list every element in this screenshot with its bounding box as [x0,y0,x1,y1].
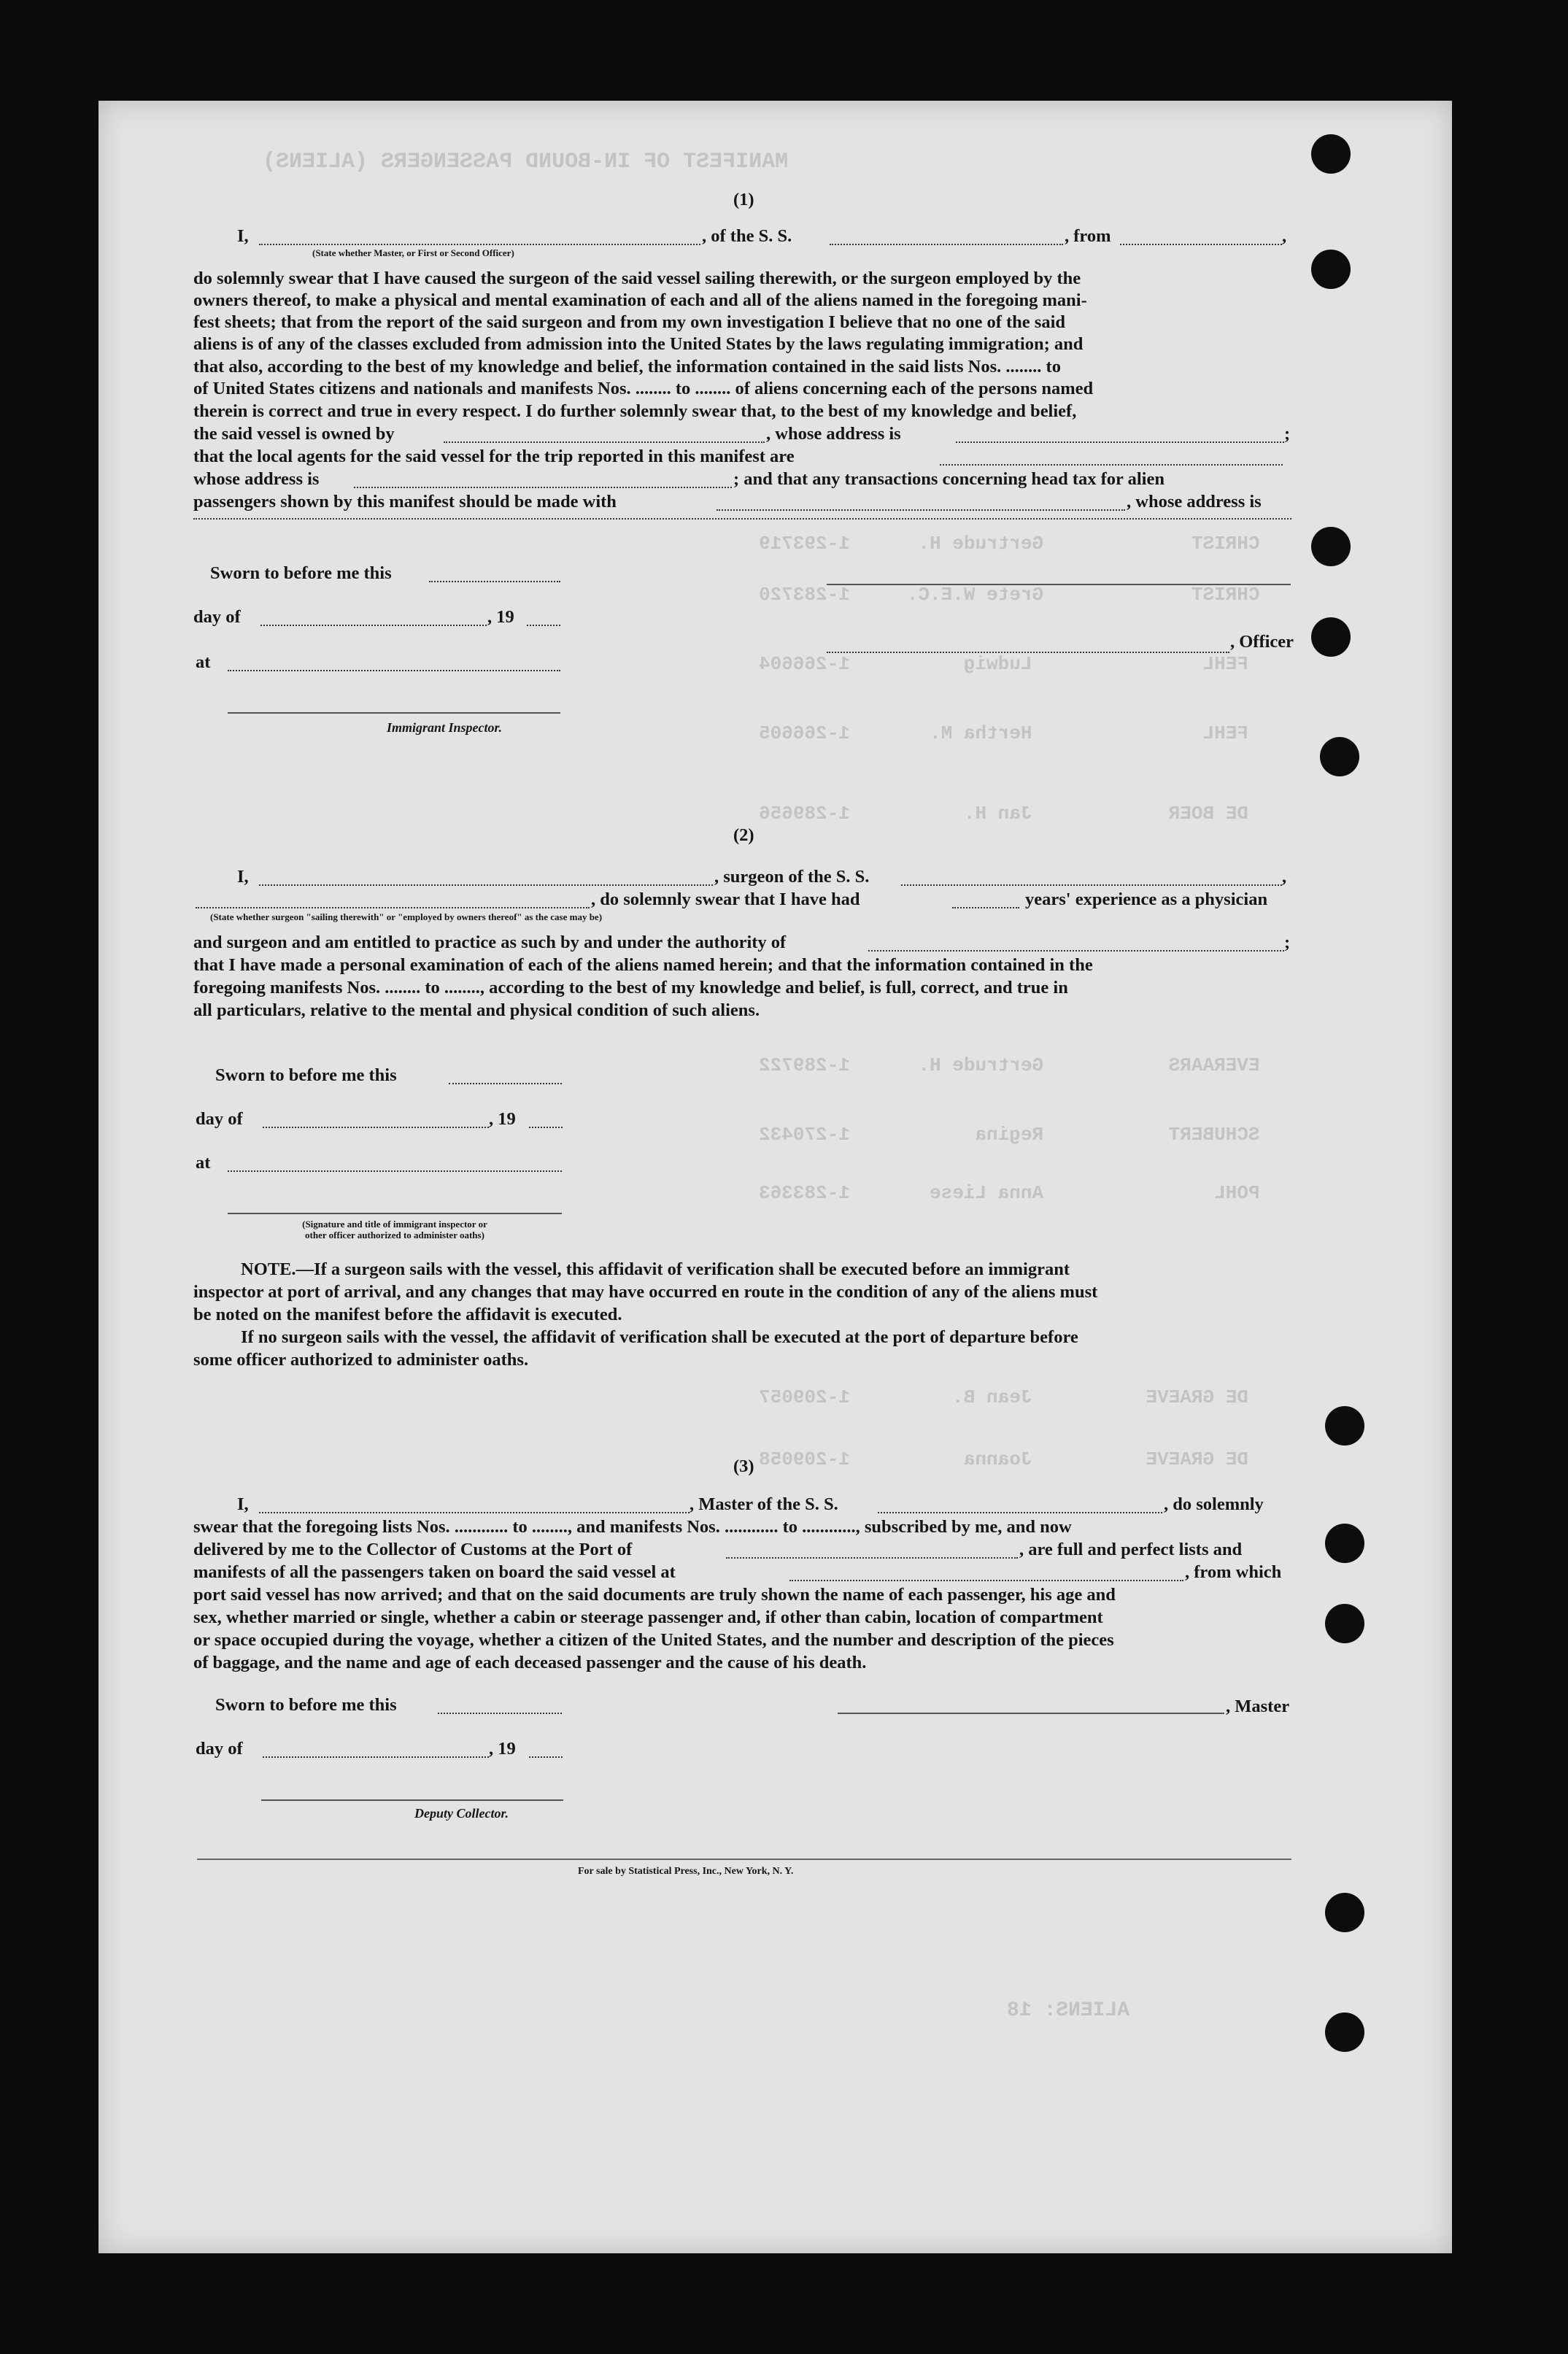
paragraph-line: that I have made a personal examination of each of the aliens named herein; and that the information contained in the [193,955,1093,975]
paragraph-line: port said vessel has now arrived; and that on the said documents are truly shown the name of each passenger, his age and [193,1585,1116,1605]
master-name-field[interactable] [259,1512,690,1513]
swear-text: , do solemnly swear that I have had [591,889,860,909]
at-label: at [196,1153,211,1173]
arrival-port-field[interactable] [726,1557,1018,1559]
sworn-label: Sworn to before me this [215,1065,397,1085]
port-label: delivered by me to the Collector of Customs at the Port of [193,1540,633,1559]
affiant-label: I, [237,226,249,246]
year-field[interactable] [527,625,560,626]
note-line: —If a surgeon sails with the vessel, this affidavit of verification shall be executed before an immigrant [296,1259,1070,1279]
year-label: , 19 [489,1739,516,1759]
years-experience-field[interactable] [952,907,1019,908]
owner-field[interactable] [444,441,765,443]
vessel-name-field[interactable] [901,884,1282,886]
paragraph-line: aliens is of any of the classes excluded from admission into the United States by the laws regulating immigration; and [193,334,1084,354]
section-heading: (1) [733,190,754,209]
day-of-label: day of [196,1109,243,1129]
officer-label: , Officer [1230,632,1294,652]
paragraph-line: swear that the foregoing lists Nos. ............ to ........, and manifests Nos. ............ to ............, subscribed by me, and now [193,1517,1072,1537]
paragraph-line: fest sheets; that from the report of the said surgeon and from my own investigation I believe that no one of the said [193,312,1065,332]
paragraph-line: all particulars, relative to the mental and physical condition of such aliens. [193,1000,760,1020]
head-tax-contact-field[interactable] [717,509,1125,511]
paragraph-line: do solemnly swear that I have caused the surgeon of the said vessel sailing therewith, or the surgeon employed by the [193,269,1081,288]
year-field[interactable] [529,1756,563,1758]
collector-signature-line[interactable] [261,1799,563,1801]
semicolon: ; [1284,933,1291,952]
vessel-name-field[interactable] [830,244,1063,245]
note-line: be noted on the manifest before the affidavit is executed. [193,1305,622,1324]
note-line: some officer authorized to administer oaths. [193,1350,529,1370]
departure-port-field[interactable] [1120,244,1282,245]
authority-field[interactable] [868,950,1284,952]
sworn-day-field[interactable] [429,581,560,582]
officer-signature-field[interactable] [827,652,1229,653]
year-label: , 19 [487,607,514,627]
surgeon-name-field[interactable] [259,884,713,886]
officer-caption: (State whether Master, or First or Second Officer) [312,247,514,258]
authority-text: and surgeon and am entitled to practice as such by and under the authority of [193,933,787,952]
of-ss-label: , of the S. S. [702,226,792,246]
solemnly-text: , do solemnly [1164,1494,1264,1514]
month-field[interactable] [263,1756,489,1758]
month-field[interactable] [263,1127,489,1128]
paragraph-line: sex, whether married or single, whether a cabin or steerage passenger and, if other than cabin, location of compartment [193,1608,1103,1627]
local-agents-field[interactable] [940,464,1283,466]
master-label: , Master [1226,1697,1290,1716]
sworn-day-field[interactable] [438,1713,562,1714]
place-field[interactable] [228,670,560,671]
paragraph-line: that also, according to the best of my knowledge and belief, the information contained in the said lists Nos. ........ to [193,357,1061,377]
collector-caption: Deputy Collector. [414,1806,509,1821]
affiant-label: I, [237,1494,249,1514]
owner-address-field[interactable] [956,441,1284,443]
day-of-label: day of [193,607,241,627]
owned-by-label: the said vessel is owned by [193,424,395,444]
local-agents-label: that the local agents for the said vessel for the trip reported in this manifest are [193,447,795,466]
place-field[interactable] [228,1170,562,1172]
year-field[interactable] [529,1127,563,1128]
day-of-label: day of [196,1739,243,1759]
affiant-label: I, [237,867,249,887]
note-label: NOTE. [241,1259,296,1279]
at-label: at [196,652,211,672]
paragraph-line: , are full and perfect lists and [1019,1540,1243,1559]
contact-address-label: , whose address is [1127,492,1262,512]
surgeon-of-ss-label: , surgeon of the S. S. [714,867,870,887]
printer-imprint: For sale by Statistical Press, Inc., New York, N. Y. [578,1866,794,1877]
note-line: inspector at port of arrival, and any changes that may have occurred en route in the condition of any of the aliens must [193,1282,1098,1302]
paragraph-line: of baggage, and the name and age of each deceased passenger and the cause of his death. [193,1653,867,1672]
note-line: If no surgeon sails with the vessel, the affidavit of verification shall be executed at the port of departure before [241,1327,1078,1347]
inspector-signature-line[interactable] [228,1213,562,1214]
inspector-caption: Immigrant Inspector. [387,720,503,735]
officer-signature-line-upper[interactable] [827,584,1291,585]
surgeon-caption: (State whether surgeon "sailing therewith" or "employed by owners thereof" as the case may be) [210,911,603,922]
paragraph-line: of United States citizens and nationals and manifests Nos. ........ to ........ of aliens concerning each of the persons named [193,379,1094,398]
from-label: , from [1065,226,1111,246]
master-of-ss-label: , Master of the S. S. [690,1494,838,1514]
footer-rule [197,1859,1291,1860]
embark-label: manifests of all the passengers taken on board the said vessel at [193,1562,676,1582]
sworn-label: Sworn to before me this [210,563,392,583]
sworn-label: Sworn to before me this [215,1695,397,1715]
paragraph-line: , from which [1185,1562,1282,1582]
comma: , [1282,226,1287,246]
master-signature-line[interactable] [838,1713,1224,1714]
month-field[interactable] [260,625,487,626]
section-heading: (2) [733,825,754,845]
year-label: , 19 [489,1109,516,1129]
section-heading: (3) [733,1456,754,1476]
sworn-day-field[interactable] [449,1083,562,1084]
agents-address-label: whose address is [193,469,320,489]
passengers-text: passengers shown by this manifest should be made with [193,492,617,512]
paragraph-line: therein is correct and true in every respect. I do further solemnly swear that, to the best of my knowledge and belief, [193,401,1077,421]
embarkation-port-field[interactable] [789,1580,1183,1581]
vessel-name-field[interactable] [878,1512,1162,1513]
agents-address-field[interactable] [354,487,732,488]
paragraph-line: owners thereof, to make a physical and mental examination of each and all of the aliens named in the foregoing mani- [193,290,1087,310]
officer-name-field[interactable] [259,244,700,245]
inspector-signature-line[interactable] [228,712,560,714]
signature-caption: other officer authorized to administer oaths) [305,1230,484,1240]
experience-text: years' experience as a physician [1025,889,1268,909]
whose-address-label: , whose address is [766,424,901,444]
comma: , [1282,867,1287,887]
semicolon: ; [1284,424,1291,444]
contact-address-field[interactable] [193,518,1291,520]
surgeon-type-field[interactable] [196,907,590,908]
note-text [241,1261,1070,1279]
paragraph-line: foregoing manifests Nos. ........ to ........, according to the best of my knowledge and belief, is full, correct, and true in [193,978,1068,997]
signature-caption: (Signature and title of immigrant inspector or [302,1219,487,1230]
head-tax-text: ; and that any transactions concerning head tax for alien [733,469,1165,489]
paragraph-line: or space occupied during the voyage, whether a citizen of the United States, and the number and description of the pieces [193,1630,1114,1650]
